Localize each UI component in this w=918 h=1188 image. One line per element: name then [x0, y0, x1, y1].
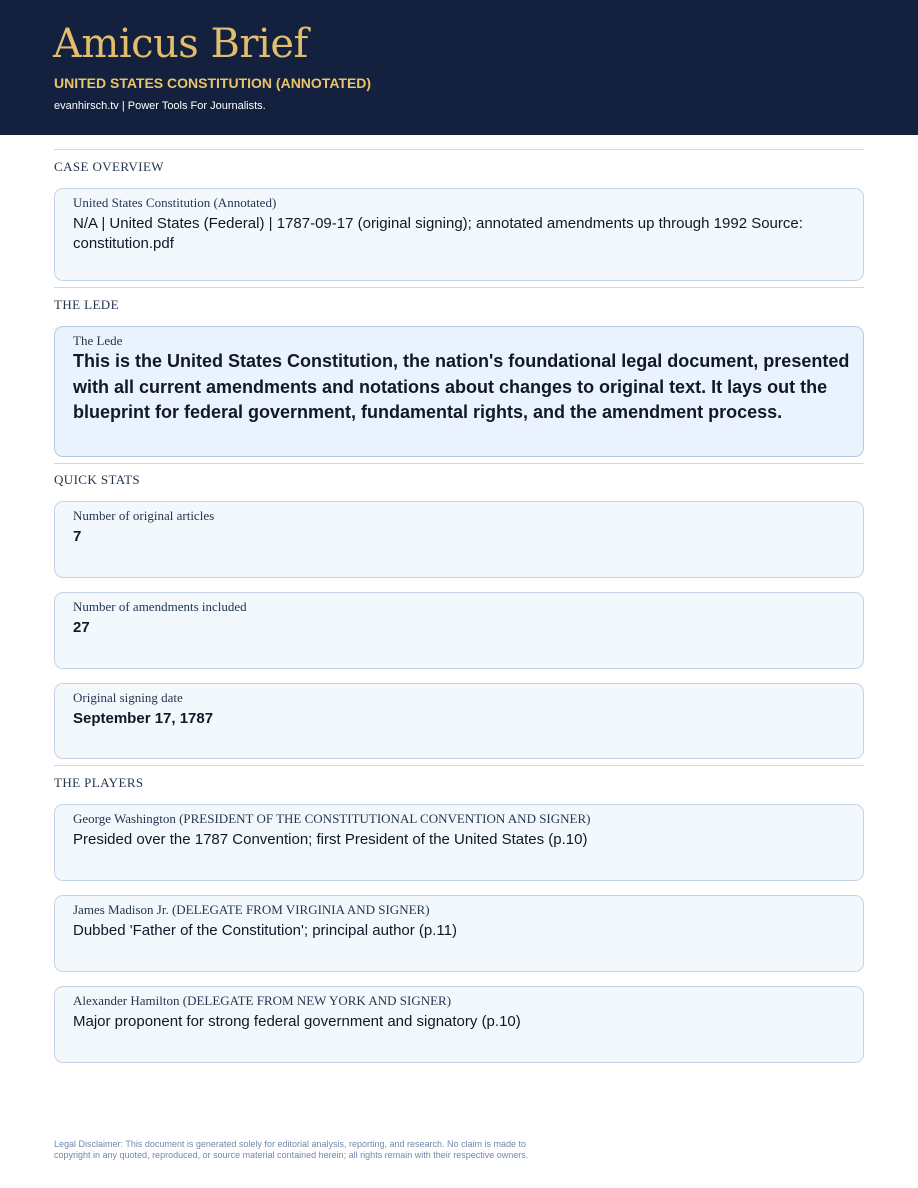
card-label: The Lede: [73, 333, 123, 348]
player-card: [54, 986, 864, 1063]
case-overview-card: [54, 188, 864, 281]
player-name: Alexander Hamilton (DELEGATE FROM NEW YORK AND SIGNER): [73, 993, 452, 1008]
stat-value: September 17, 1787: [73, 710, 214, 727]
stat-label: Original signing date: [73, 690, 183, 705]
stat-value: 27: [73, 619, 90, 636]
player-name: George Washington (PRESIDENT OF THE CONSTITUTIONAL CONVENTION AND SIGNER): [73, 811, 591, 826]
brand-title: Amicus Brief: [53, 21, 308, 67]
player-card: [54, 804, 864, 881]
section-divider: [54, 765, 864, 766]
document-header: [0, 0, 918, 135]
stat-card: [54, 501, 864, 578]
section-heading-quick-stats: QUICK STATS: [54, 472, 141, 487]
section-heading-lede: THE LEDE: [54, 297, 119, 312]
player-description: Presided over the 1787 Convention; first President of the United States (p.10): [73, 831, 588, 848]
section-divider: [54, 463, 864, 464]
stat-value: 7: [73, 528, 82, 545]
section-divider: [54, 287, 864, 288]
document-subtitle: UNITED STATES CONSTITUTION (ANNOTATED): [54, 75, 372, 91]
stat-label: Number of original articles: [73, 508, 215, 523]
stat-card: [54, 592, 864, 669]
stat-label: Number of amendments included: [73, 599, 247, 614]
player-name: James Madison Jr. (DELEGATE FROM VIRGINIA AND SIGNER): [73, 902, 430, 917]
lede-card: [54, 326, 864, 457]
section-heading-case-overview: CASE OVERVIEW: [54, 159, 164, 174]
player-description: Dubbed 'Father of the Constitution'; principal author (p.11): [73, 922, 458, 939]
section-divider: [54, 149, 864, 150]
brand-tagline: evanhirsch.tv | Power Tools For Journalists.: [54, 100, 266, 112]
lede-text: This is the United States Constitution, the nation's foundational legal document, presented with all current amendments and notations about changes to original text. It lays out the blueprint for federal government, fundamental rights, and the amendment process.: [73, 351, 850, 422]
card-value: N/A | United States (Federal) | 1787-09-17 (original signing); annotated amendments up through 1992 Source: constitution.pdf: [73, 215, 803, 252]
player-description: Major proponent for strong federal government and signatory (p.10): [73, 1013, 521, 1030]
card-label: United States Constitution (Annotated): [73, 195, 277, 210]
legal-disclaimer: Legal Disclaimer: This document is generated solely for editorial analysis, reporting, and research. No claim is made to copyright in any quoted, reproduced, or source material contained herein; all rights remain with their respective owners.: [54, 1139, 529, 1160]
section-heading-players: THE PLAYERS: [54, 775, 144, 790]
stat-card: [54, 683, 864, 759]
player-card: [54, 895, 864, 972]
